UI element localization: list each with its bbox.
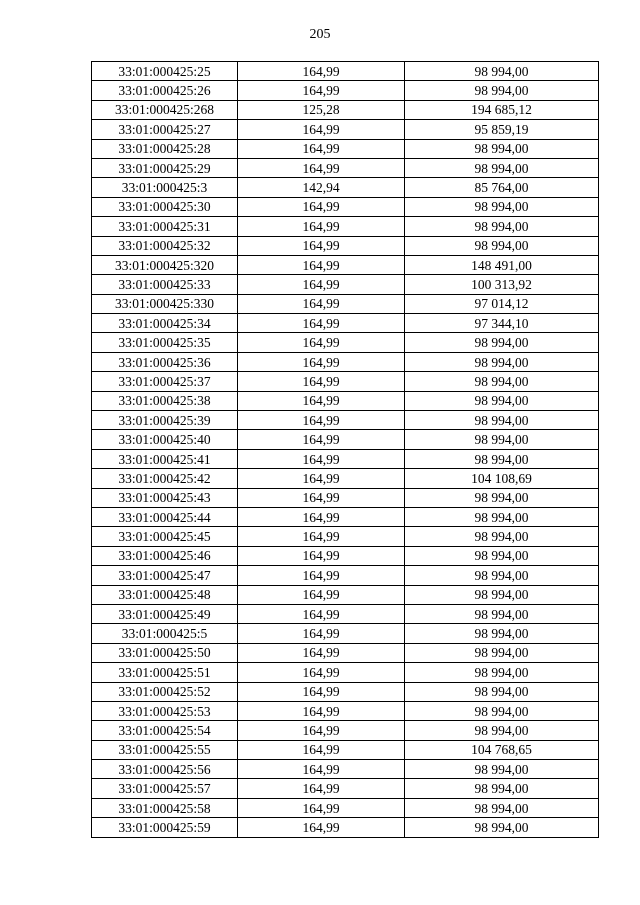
value-cell: 98 994,00 [405, 158, 599, 177]
area-cell: 164,99 [238, 507, 405, 526]
table-row [92, 663, 599, 682]
value-cell: 97 014,12 [405, 294, 599, 313]
area-cell: 164,99 [238, 139, 405, 158]
table-row [92, 236, 599, 255]
value-cell: 98 994,00 [405, 604, 599, 623]
area-cell: 164,99 [238, 81, 405, 100]
cadastral-number-cell: 33:01:000425:27 [92, 120, 238, 139]
cadastral-number-cell: 33:01:000425:44 [92, 507, 238, 526]
area-cell: 164,99 [238, 760, 405, 779]
cadastral-number-cell: 33:01:000425:35 [92, 333, 238, 352]
table-row [92, 314, 599, 333]
cadastral-number-cell: 33:01:000425:51 [92, 663, 238, 682]
value-cell: 98 994,00 [405, 779, 599, 798]
table-row [92, 197, 599, 216]
table-row [92, 721, 599, 740]
value-cell: 98 994,00 [405, 624, 599, 643]
table-row [92, 352, 599, 371]
cadastral-number-cell: 33:01:000425:268 [92, 100, 238, 119]
value-cell: 98 994,00 [405, 430, 599, 449]
value-cell: 104 108,69 [405, 469, 599, 488]
value-cell: 95 859,19 [405, 120, 599, 139]
cadastral-number-cell: 33:01:000425:53 [92, 701, 238, 720]
area-cell: 164,99 [238, 740, 405, 759]
cadastral-number-cell: 33:01:000425:320 [92, 255, 238, 274]
area-cell: 164,99 [238, 721, 405, 740]
value-cell: 148 491,00 [405, 255, 599, 274]
value-cell: 98 994,00 [405, 507, 599, 526]
table-row [92, 217, 599, 236]
area-cell: 164,99 [238, 643, 405, 662]
area-cell: 164,99 [238, 255, 405, 274]
area-cell: 164,99 [238, 236, 405, 255]
area-cell: 125,28 [238, 100, 405, 119]
value-cell: 104 768,65 [405, 740, 599, 759]
value-cell: 98 994,00 [405, 333, 599, 352]
cadastral-number-cell: 33:01:000425:42 [92, 469, 238, 488]
cadastral-number-cell: 33:01:000425:34 [92, 314, 238, 333]
cadastral-number-cell: 33:01:000425:36 [92, 352, 238, 371]
table-row [92, 294, 599, 313]
table-row [92, 411, 599, 430]
area-cell: 164,99 [238, 682, 405, 701]
cadastral-number-cell: 33:01:000425:39 [92, 411, 238, 430]
table-row [92, 120, 599, 139]
table-body [92, 62, 599, 838]
cadastral-number-cell: 33:01:000425:32 [92, 236, 238, 255]
table-row [92, 255, 599, 274]
cadastral-number-cell: 33:01:000425:30 [92, 197, 238, 216]
area-cell: 164,99 [238, 294, 405, 313]
value-cell: 98 994,00 [405, 62, 599, 81]
value-cell: 98 994,00 [405, 217, 599, 236]
area-cell: 164,99 [238, 585, 405, 604]
area-cell: 164,99 [238, 217, 405, 236]
area-cell: 164,99 [238, 701, 405, 720]
table-row [92, 507, 599, 526]
table-row [92, 430, 599, 449]
area-cell: 164,99 [238, 62, 405, 81]
area-cell: 164,99 [238, 333, 405, 352]
value-cell: 98 994,00 [405, 411, 599, 430]
area-cell: 164,99 [238, 391, 405, 410]
cadastral-number-cell: 33:01:000425:56 [92, 760, 238, 779]
table-row [92, 372, 599, 391]
value-cell: 98 994,00 [405, 643, 599, 662]
area-cell: 164,99 [238, 120, 405, 139]
area-cell: 164,99 [238, 818, 405, 837]
cadastral-number-cell: 33:01:000425:47 [92, 566, 238, 585]
value-cell: 98 994,00 [405, 372, 599, 391]
value-cell: 98 994,00 [405, 352, 599, 371]
area-cell: 164,99 [238, 430, 405, 449]
cadastral-number-cell: 33:01:000425:31 [92, 217, 238, 236]
cadastral-number-cell: 33:01:000425:46 [92, 546, 238, 565]
table-row [92, 760, 599, 779]
table-row [92, 701, 599, 720]
cadastral-table [91, 61, 599, 838]
area-cell: 164,99 [238, 624, 405, 643]
value-cell: 98 994,00 [405, 760, 599, 779]
area-cell: 164,99 [238, 372, 405, 391]
table-row [92, 798, 599, 817]
cadastral-number-cell: 33:01:000425:59 [92, 818, 238, 837]
cadastral-number-cell: 33:01:000425:3 [92, 178, 238, 197]
table-row [92, 81, 599, 100]
area-cell: 164,99 [238, 449, 405, 468]
value-cell: 98 994,00 [405, 663, 599, 682]
value-cell: 98 994,00 [405, 527, 599, 546]
area-cell: 164,99 [238, 663, 405, 682]
value-cell: 98 994,00 [405, 236, 599, 255]
value-cell: 98 994,00 [405, 449, 599, 468]
table-row [92, 449, 599, 468]
area-cell: 164,99 [238, 488, 405, 507]
value-cell: 98 994,00 [405, 197, 599, 216]
value-cell: 98 994,00 [405, 546, 599, 565]
table-row [92, 624, 599, 643]
area-cell: 142,94 [238, 178, 405, 197]
cadastral-number-cell: 33:01:000425:33 [92, 275, 238, 294]
table-row [92, 333, 599, 352]
table-row [92, 818, 599, 837]
value-cell: 98 994,00 [405, 798, 599, 817]
value-cell: 98 994,00 [405, 585, 599, 604]
table-row [92, 391, 599, 410]
table-row [92, 585, 599, 604]
table-row [92, 158, 599, 177]
table-row [92, 100, 599, 119]
area-cell: 164,99 [238, 779, 405, 798]
value-cell: 98 994,00 [405, 488, 599, 507]
cadastral-number-cell: 33:01:000425:48 [92, 585, 238, 604]
area-cell: 164,99 [238, 604, 405, 623]
area-cell: 164,99 [238, 314, 405, 333]
cadastral-number-cell: 33:01:000425:55 [92, 740, 238, 759]
table-row [92, 546, 599, 565]
table-row [92, 604, 599, 623]
table-row [92, 740, 599, 759]
table-row [92, 139, 599, 158]
value-cell: 98 994,00 [405, 566, 599, 585]
table-row [92, 566, 599, 585]
table-row [92, 178, 599, 197]
cadastral-number-cell: 33:01:000425:50 [92, 643, 238, 662]
value-cell: 98 994,00 [405, 139, 599, 158]
area-cell: 164,99 [238, 527, 405, 546]
area-cell: 164,99 [238, 275, 405, 294]
value-cell: 98 994,00 [405, 391, 599, 410]
table-row [92, 469, 599, 488]
area-cell: 164,99 [238, 798, 405, 817]
table-row [92, 527, 599, 546]
area-cell: 164,99 [238, 546, 405, 565]
value-cell: 194 685,12 [405, 100, 599, 119]
area-cell: 164,99 [238, 352, 405, 371]
cadastral-number-cell: 33:01:000425:54 [92, 721, 238, 740]
value-cell: 85 764,00 [405, 178, 599, 197]
table-row [92, 643, 599, 662]
cadastral-number-cell: 33:01:000425:40 [92, 430, 238, 449]
value-cell: 98 994,00 [405, 701, 599, 720]
table-row [92, 488, 599, 507]
cadastral-number-cell: 33:01:000425:26 [92, 81, 238, 100]
cadastral-number-cell: 33:01:000425:37 [92, 372, 238, 391]
table-row [92, 682, 599, 701]
cadastral-number-cell: 33:01:000425:45 [92, 527, 238, 546]
area-cell: 164,99 [238, 566, 405, 585]
area-cell: 164,99 [238, 197, 405, 216]
page-number: 205 [309, 27, 331, 42]
area-cell: 164,99 [238, 411, 405, 430]
value-cell: 98 994,00 [405, 721, 599, 740]
area-cell: 164,99 [238, 158, 405, 177]
table-row [92, 62, 599, 81]
cadastral-number-cell: 33:01:000425:41 [92, 449, 238, 468]
value-cell: 98 994,00 [405, 81, 599, 100]
cadastral-number-cell: 33:01:000425:43 [92, 488, 238, 507]
cadastral-number-cell: 33:01:000425:58 [92, 798, 238, 817]
table-row [92, 779, 599, 798]
cadastral-number-cell: 33:01:000425:28 [92, 139, 238, 158]
value-cell: 98 994,00 [405, 682, 599, 701]
cadastral-number-cell: 33:01:000425:52 [92, 682, 238, 701]
cadastral-number-cell: 33:01:000425:5 [92, 624, 238, 643]
cadastral-number-cell: 33:01:000425:38 [92, 391, 238, 410]
cadastral-number-cell: 33:01:000425:57 [92, 779, 238, 798]
cadastral-number-cell: 33:01:000425:49 [92, 604, 238, 623]
cadastral-number-cell: 33:01:000425:25 [92, 62, 238, 81]
cadastral-number-cell: 33:01:000425:330 [92, 294, 238, 313]
area-cell: 164,99 [238, 469, 405, 488]
cadastral-number-cell: 33:01:000425:29 [92, 158, 238, 177]
value-cell: 100 313,92 [405, 275, 599, 294]
value-cell: 97 344,10 [405, 314, 599, 333]
table-row [92, 275, 599, 294]
value-cell: 98 994,00 [405, 818, 599, 837]
